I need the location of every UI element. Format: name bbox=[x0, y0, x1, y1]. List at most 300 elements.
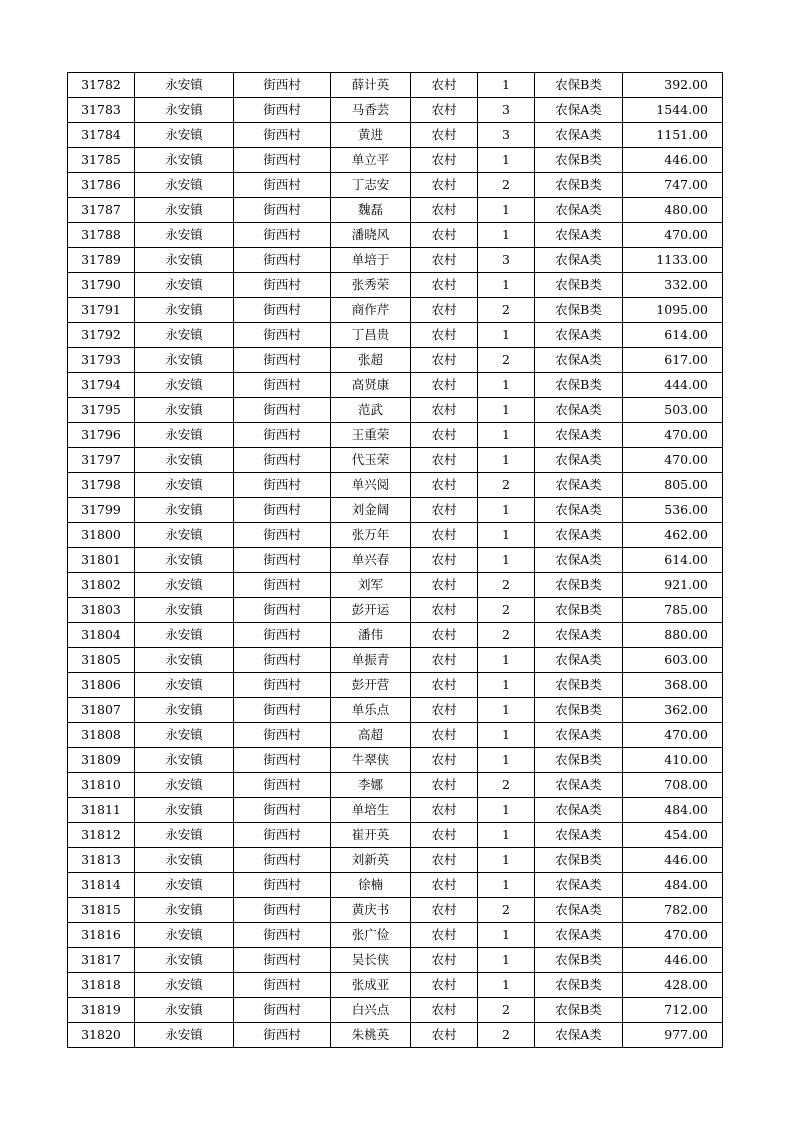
village-cell: 街西村 bbox=[234, 148, 331, 173]
people-count-cell: 2 bbox=[478, 298, 535, 323]
people-count-cell: 2 bbox=[478, 898, 535, 923]
table-row bbox=[68, 998, 723, 1023]
people-count-cell: 2 bbox=[478, 573, 535, 598]
table-row bbox=[68, 823, 723, 848]
record-id-cell: 31783 bbox=[68, 98, 135, 123]
table-row bbox=[68, 698, 723, 723]
household-type-cell: 农村 bbox=[411, 198, 478, 223]
town-cell: 永安镇 bbox=[135, 923, 234, 948]
name-cell: 单乐点 bbox=[331, 698, 411, 723]
table-row bbox=[68, 398, 723, 423]
town-cell: 永安镇 bbox=[135, 598, 234, 623]
name-cell: 单培于 bbox=[331, 248, 411, 273]
insurance-type-cell: 农保A类 bbox=[535, 398, 623, 423]
household-type-cell: 农村 bbox=[411, 623, 478, 648]
name-cell: 牛翠侠 bbox=[331, 748, 411, 773]
village-cell: 街西村 bbox=[234, 598, 331, 623]
town-cell: 永安镇 bbox=[135, 998, 234, 1023]
household-type-cell: 农村 bbox=[411, 248, 478, 273]
table-row bbox=[68, 373, 723, 398]
people-count-cell: 1 bbox=[478, 273, 535, 298]
table-row bbox=[68, 623, 723, 648]
amount-cell: 977.00 bbox=[623, 1023, 723, 1048]
village-cell: 街西村 bbox=[234, 298, 331, 323]
name-cell: 单振青 bbox=[331, 648, 411, 673]
household-type-cell: 农村 bbox=[411, 73, 478, 98]
name-cell: 单兴春 bbox=[331, 548, 411, 573]
insurance-type-cell: 农保B类 bbox=[535, 848, 623, 873]
amount-cell: 536.00 bbox=[623, 498, 723, 523]
insurance-type-cell: 农保B类 bbox=[535, 948, 623, 973]
name-cell: 李娜 bbox=[331, 773, 411, 798]
record-id-cell: 31796 bbox=[68, 423, 135, 448]
amount-cell: 921.00 bbox=[623, 573, 723, 598]
record-id-cell: 31804 bbox=[68, 623, 135, 648]
table-row bbox=[68, 448, 723, 473]
household-type-cell: 农村 bbox=[411, 648, 478, 673]
table-row bbox=[68, 173, 723, 198]
table-row bbox=[68, 323, 723, 348]
amount-cell: 470.00 bbox=[623, 923, 723, 948]
record-id-cell: 31807 bbox=[68, 698, 135, 723]
amount-cell: 747.00 bbox=[623, 173, 723, 198]
village-cell: 街西村 bbox=[234, 423, 331, 448]
amount-cell: 614.00 bbox=[623, 323, 723, 348]
town-cell: 永安镇 bbox=[135, 223, 234, 248]
insurance-type-cell: 农保A类 bbox=[535, 523, 623, 548]
village-cell: 街西村 bbox=[234, 823, 331, 848]
insurance-type-cell: 农保B类 bbox=[535, 598, 623, 623]
insurance-type-cell: 农保A类 bbox=[535, 773, 623, 798]
insurance-type-cell: 农保B类 bbox=[535, 698, 623, 723]
amount-cell: 617.00 bbox=[623, 348, 723, 373]
amount-cell: 1151.00 bbox=[623, 123, 723, 148]
record-id-cell: 31818 bbox=[68, 973, 135, 998]
name-cell: 白兴点 bbox=[331, 998, 411, 1023]
table-row bbox=[68, 348, 723, 373]
town-cell: 永安镇 bbox=[135, 823, 234, 848]
people-count-cell: 1 bbox=[478, 698, 535, 723]
town-cell: 永安镇 bbox=[135, 298, 234, 323]
town-cell: 永安镇 bbox=[135, 1023, 234, 1048]
name-cell: 高超 bbox=[331, 723, 411, 748]
village-cell: 街西村 bbox=[234, 523, 331, 548]
amount-cell: 444.00 bbox=[623, 373, 723, 398]
name-cell: 彭开运 bbox=[331, 598, 411, 623]
name-cell: 黄进 bbox=[331, 123, 411, 148]
village-cell: 街西村 bbox=[234, 648, 331, 673]
name-cell: 高贤康 bbox=[331, 373, 411, 398]
amount-cell: 614.00 bbox=[623, 548, 723, 573]
village-cell: 街西村 bbox=[234, 348, 331, 373]
name-cell: 张万年 bbox=[331, 523, 411, 548]
table-row bbox=[68, 748, 723, 773]
name-cell: 黄庆书 bbox=[331, 898, 411, 923]
village-cell: 街西村 bbox=[234, 923, 331, 948]
insurance-type-cell: 农保A类 bbox=[535, 648, 623, 673]
amount-cell: 470.00 bbox=[623, 723, 723, 748]
household-type-cell: 农村 bbox=[411, 173, 478, 198]
amount-cell: 880.00 bbox=[623, 623, 723, 648]
household-type-cell: 农村 bbox=[411, 923, 478, 948]
insurance-type-cell: 农保A类 bbox=[535, 1023, 623, 1048]
name-cell: 范武 bbox=[331, 398, 411, 423]
insurance-type-cell: 农保A类 bbox=[535, 198, 623, 223]
record-id-cell: 31782 bbox=[68, 73, 135, 98]
name-cell: 徐楠 bbox=[331, 873, 411, 898]
people-count-cell: 1 bbox=[478, 673, 535, 698]
village-cell: 街西村 bbox=[234, 623, 331, 648]
town-cell: 永安镇 bbox=[135, 423, 234, 448]
name-cell: 商作芹 bbox=[331, 298, 411, 323]
record-id-cell: 31810 bbox=[68, 773, 135, 798]
amount-cell: 332.00 bbox=[623, 273, 723, 298]
amount-cell: 785.00 bbox=[623, 598, 723, 623]
record-id-cell: 31811 bbox=[68, 798, 135, 823]
record-id-cell: 31792 bbox=[68, 323, 135, 348]
household-type-cell: 农村 bbox=[411, 723, 478, 748]
village-cell: 街西村 bbox=[234, 873, 331, 898]
insurance-type-cell: 农保A类 bbox=[535, 473, 623, 498]
record-id-cell: 31787 bbox=[68, 198, 135, 223]
village-cell: 街西村 bbox=[234, 373, 331, 398]
table-row bbox=[68, 523, 723, 548]
people-count-cell: 1 bbox=[478, 523, 535, 548]
people-count-cell: 2 bbox=[478, 473, 535, 498]
village-cell: 街西村 bbox=[234, 573, 331, 598]
town-cell: 永安镇 bbox=[135, 698, 234, 723]
table-row bbox=[68, 648, 723, 673]
table-row bbox=[68, 148, 723, 173]
people-count-cell: 1 bbox=[478, 148, 535, 173]
amount-cell: 470.00 bbox=[623, 448, 723, 473]
amount-cell: 446.00 bbox=[623, 148, 723, 173]
table-row bbox=[68, 223, 723, 248]
town-cell: 永安镇 bbox=[135, 723, 234, 748]
name-cell: 张秀荣 bbox=[331, 273, 411, 298]
name-cell: 朱桃英 bbox=[331, 1023, 411, 1048]
table-row bbox=[68, 798, 723, 823]
table-row bbox=[68, 973, 723, 998]
people-count-cell: 2 bbox=[478, 998, 535, 1023]
household-type-cell: 农村 bbox=[411, 548, 478, 573]
name-cell: 单培生 bbox=[331, 798, 411, 823]
amount-cell: 454.00 bbox=[623, 823, 723, 848]
town-cell: 永安镇 bbox=[135, 948, 234, 973]
household-type-cell: 农村 bbox=[411, 973, 478, 998]
household-type-cell: 农村 bbox=[411, 948, 478, 973]
people-count-cell: 1 bbox=[478, 648, 535, 673]
table-row bbox=[68, 73, 723, 98]
record-id-cell: 31797 bbox=[68, 448, 135, 473]
people-count-cell: 1 bbox=[478, 848, 535, 873]
amount-cell: 708.00 bbox=[623, 773, 723, 798]
name-cell: 刘金阔 bbox=[331, 498, 411, 523]
household-type-cell: 农村 bbox=[411, 423, 478, 448]
name-cell: 刘新英 bbox=[331, 848, 411, 873]
table-row bbox=[68, 498, 723, 523]
village-cell: 街西村 bbox=[234, 273, 331, 298]
amount-cell: 484.00 bbox=[623, 873, 723, 898]
amount-cell: 392.00 bbox=[623, 73, 723, 98]
amount-cell: 470.00 bbox=[623, 223, 723, 248]
record-id-cell: 31802 bbox=[68, 573, 135, 598]
insurance-type-cell: 农保B类 bbox=[535, 998, 623, 1023]
name-cell: 单立平 bbox=[331, 148, 411, 173]
town-cell: 永安镇 bbox=[135, 73, 234, 98]
amount-cell: 462.00 bbox=[623, 523, 723, 548]
household-type-cell: 农村 bbox=[411, 673, 478, 698]
household-type-cell: 农村 bbox=[411, 223, 478, 248]
village-cell: 街西村 bbox=[234, 498, 331, 523]
record-id-cell: 31816 bbox=[68, 923, 135, 948]
beneficiary-table bbox=[67, 72, 723, 1048]
town-cell: 永安镇 bbox=[135, 523, 234, 548]
village-cell: 街西村 bbox=[234, 948, 331, 973]
record-id-cell: 31799 bbox=[68, 498, 135, 523]
table-row bbox=[68, 248, 723, 273]
table-row bbox=[68, 723, 723, 748]
people-count-cell: 2 bbox=[478, 623, 535, 648]
insurance-type-cell: 农保A类 bbox=[535, 623, 623, 648]
people-count-cell: 1 bbox=[478, 973, 535, 998]
village-cell: 街西村 bbox=[234, 173, 331, 198]
record-id-cell: 31809 bbox=[68, 748, 135, 773]
village-cell: 街西村 bbox=[234, 1023, 331, 1048]
household-type-cell: 农村 bbox=[411, 798, 478, 823]
insurance-type-cell: 农保B类 bbox=[535, 73, 623, 98]
village-cell: 街西村 bbox=[234, 123, 331, 148]
table-row bbox=[68, 473, 723, 498]
people-count-cell: 3 bbox=[478, 248, 535, 273]
name-cell: 王重荣 bbox=[331, 423, 411, 448]
insurance-type-cell: 农保A类 bbox=[535, 123, 623, 148]
people-count-cell: 1 bbox=[478, 373, 535, 398]
record-id-cell: 31788 bbox=[68, 223, 135, 248]
people-count-cell: 1 bbox=[478, 398, 535, 423]
amount-cell: 446.00 bbox=[623, 848, 723, 873]
table-row bbox=[68, 273, 723, 298]
name-cell: 代玉荣 bbox=[331, 448, 411, 473]
table-row bbox=[68, 198, 723, 223]
town-cell: 永安镇 bbox=[135, 173, 234, 198]
table-row bbox=[68, 123, 723, 148]
record-id-cell: 31801 bbox=[68, 548, 135, 573]
insurance-type-cell: 农保A类 bbox=[535, 348, 623, 373]
name-cell: 张超 bbox=[331, 348, 411, 373]
people-count-cell: 1 bbox=[478, 448, 535, 473]
table-row bbox=[68, 773, 723, 798]
people-count-cell: 1 bbox=[478, 723, 535, 748]
household-type-cell: 农村 bbox=[411, 448, 478, 473]
amount-cell: 428.00 bbox=[623, 973, 723, 998]
people-count-cell: 2 bbox=[478, 348, 535, 373]
people-count-cell: 2 bbox=[478, 773, 535, 798]
household-type-cell: 农村 bbox=[411, 698, 478, 723]
amount-cell: 782.00 bbox=[623, 898, 723, 923]
village-cell: 街西村 bbox=[234, 223, 331, 248]
town-cell: 永安镇 bbox=[135, 798, 234, 823]
insurance-type-cell: 农保B类 bbox=[535, 973, 623, 998]
table-row bbox=[68, 298, 723, 323]
town-cell: 永安镇 bbox=[135, 248, 234, 273]
record-id-cell: 31789 bbox=[68, 248, 135, 273]
village-cell: 街西村 bbox=[234, 98, 331, 123]
amount-cell: 1095.00 bbox=[623, 298, 723, 323]
table-row bbox=[68, 848, 723, 873]
household-type-cell: 农村 bbox=[411, 873, 478, 898]
amount-cell: 1133.00 bbox=[623, 248, 723, 273]
amount-cell: 712.00 bbox=[623, 998, 723, 1023]
town-cell: 永安镇 bbox=[135, 623, 234, 648]
record-id-cell: 31800 bbox=[68, 523, 135, 548]
name-cell: 马香芸 bbox=[331, 98, 411, 123]
table-row bbox=[68, 948, 723, 973]
insurance-type-cell: 农保B类 bbox=[535, 573, 623, 598]
amount-cell: 470.00 bbox=[623, 423, 723, 448]
insurance-type-cell: 农保A类 bbox=[535, 923, 623, 948]
village-cell: 街西村 bbox=[234, 673, 331, 698]
village-cell: 街西村 bbox=[234, 998, 331, 1023]
town-cell: 永安镇 bbox=[135, 573, 234, 598]
village-cell: 街西村 bbox=[234, 773, 331, 798]
household-type-cell: 农村 bbox=[411, 748, 478, 773]
town-cell: 永安镇 bbox=[135, 898, 234, 923]
name-cell: 魏磊 bbox=[331, 198, 411, 223]
table-row bbox=[68, 423, 723, 448]
insurance-type-cell: 农保B类 bbox=[535, 273, 623, 298]
amount-cell: 1544.00 bbox=[623, 98, 723, 123]
name-cell: 彭开营 bbox=[331, 673, 411, 698]
town-cell: 永安镇 bbox=[135, 773, 234, 798]
people-count-cell: 1 bbox=[478, 948, 535, 973]
household-type-cell: 农村 bbox=[411, 898, 478, 923]
town-cell: 永安镇 bbox=[135, 123, 234, 148]
amount-cell: 446.00 bbox=[623, 948, 723, 973]
people-count-cell: 1 bbox=[478, 223, 535, 248]
insurance-type-cell: 农保A类 bbox=[535, 498, 623, 523]
village-cell: 街西村 bbox=[234, 723, 331, 748]
insurance-type-cell: 农保A类 bbox=[535, 448, 623, 473]
people-count-cell: 1 bbox=[478, 423, 535, 448]
table-row bbox=[68, 673, 723, 698]
name-cell: 丁志安 bbox=[331, 173, 411, 198]
village-cell: 街西村 bbox=[234, 848, 331, 873]
insurance-type-cell: 农保A类 bbox=[535, 798, 623, 823]
people-count-cell: 1 bbox=[478, 498, 535, 523]
household-type-cell: 农村 bbox=[411, 98, 478, 123]
name-cell: 刘军 bbox=[331, 573, 411, 598]
insurance-type-cell: 农保A类 bbox=[535, 423, 623, 448]
household-type-cell: 农村 bbox=[411, 273, 478, 298]
record-id-cell: 31795 bbox=[68, 398, 135, 423]
record-id-cell: 31786 bbox=[68, 173, 135, 198]
town-cell: 永安镇 bbox=[135, 373, 234, 398]
people-count-cell: 1 bbox=[478, 823, 535, 848]
insurance-type-cell: 农保B类 bbox=[535, 173, 623, 198]
insurance-type-cell: 农保A类 bbox=[535, 248, 623, 273]
insurance-type-cell: 农保B类 bbox=[535, 673, 623, 698]
table-row bbox=[68, 573, 723, 598]
village-cell: 街西村 bbox=[234, 698, 331, 723]
insurance-type-cell: 农保A类 bbox=[535, 98, 623, 123]
people-count-cell: 3 bbox=[478, 123, 535, 148]
town-cell: 永安镇 bbox=[135, 673, 234, 698]
people-count-cell: 1 bbox=[478, 873, 535, 898]
household-type-cell: 农村 bbox=[411, 373, 478, 398]
record-id-cell: 31817 bbox=[68, 948, 135, 973]
town-cell: 永安镇 bbox=[135, 448, 234, 473]
people-count-cell: 2 bbox=[478, 173, 535, 198]
town-cell: 永安镇 bbox=[135, 648, 234, 673]
town-cell: 永安镇 bbox=[135, 348, 234, 373]
name-cell: 潘晓风 bbox=[331, 223, 411, 248]
people-count-cell: 1 bbox=[478, 323, 535, 348]
table-body bbox=[68, 73, 723, 1048]
insurance-type-cell: 农保A类 bbox=[535, 323, 623, 348]
town-cell: 永安镇 bbox=[135, 148, 234, 173]
table-row bbox=[68, 548, 723, 573]
name-cell: 崔开英 bbox=[331, 823, 411, 848]
people-count-cell: 1 bbox=[478, 923, 535, 948]
table-row bbox=[68, 923, 723, 948]
town-cell: 永安镇 bbox=[135, 323, 234, 348]
village-cell: 街西村 bbox=[234, 898, 331, 923]
village-cell: 街西村 bbox=[234, 473, 331, 498]
insurance-type-cell: 农保A类 bbox=[535, 898, 623, 923]
town-cell: 永安镇 bbox=[135, 873, 234, 898]
household-type-cell: 农村 bbox=[411, 123, 478, 148]
amount-cell: 503.00 bbox=[623, 398, 723, 423]
people-count-cell: 1 bbox=[478, 798, 535, 823]
record-id-cell: 31784 bbox=[68, 123, 135, 148]
village-cell: 街西村 bbox=[234, 748, 331, 773]
record-id-cell: 31803 bbox=[68, 598, 135, 623]
name-cell: 张成亚 bbox=[331, 973, 411, 998]
insurance-type-cell: 农保B类 bbox=[535, 298, 623, 323]
village-cell: 街西村 bbox=[234, 323, 331, 348]
village-cell: 街西村 bbox=[234, 798, 331, 823]
name-cell: 薛计英 bbox=[331, 73, 411, 98]
amount-cell: 480.00 bbox=[623, 198, 723, 223]
record-id-cell: 31798 bbox=[68, 473, 135, 498]
village-cell: 街西村 bbox=[234, 398, 331, 423]
table-row bbox=[68, 873, 723, 898]
town-cell: 永安镇 bbox=[135, 398, 234, 423]
name-cell: 丁昌贵 bbox=[331, 323, 411, 348]
village-cell: 街西村 bbox=[234, 248, 331, 273]
household-type-cell: 农村 bbox=[411, 398, 478, 423]
insurance-type-cell: 农保B类 bbox=[535, 148, 623, 173]
village-cell: 街西村 bbox=[234, 73, 331, 98]
household-type-cell: 农村 bbox=[411, 1023, 478, 1048]
name-cell: 张广俭 bbox=[331, 923, 411, 948]
town-cell: 永安镇 bbox=[135, 548, 234, 573]
people-count-cell: 1 bbox=[478, 548, 535, 573]
people-count-cell: 1 bbox=[478, 748, 535, 773]
people-count-cell: 3 bbox=[478, 98, 535, 123]
household-type-cell: 农村 bbox=[411, 823, 478, 848]
insurance-type-cell: 农保A类 bbox=[535, 723, 623, 748]
household-type-cell: 农村 bbox=[411, 323, 478, 348]
record-id-cell: 31805 bbox=[68, 648, 135, 673]
record-id-cell: 31812 bbox=[68, 823, 135, 848]
town-cell: 永安镇 bbox=[135, 198, 234, 223]
people-count-cell: 2 bbox=[478, 598, 535, 623]
insurance-type-cell: 农保A类 bbox=[535, 823, 623, 848]
people-count-cell: 1 bbox=[478, 198, 535, 223]
people-count-cell: 1 bbox=[478, 73, 535, 98]
